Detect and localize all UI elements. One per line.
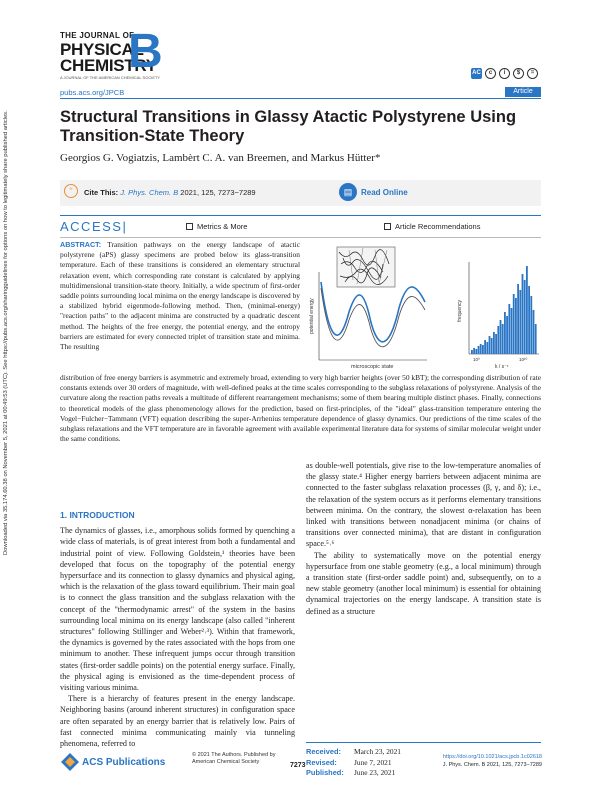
histogram-bar [535, 324, 537, 354]
bar-chart-icon [186, 223, 193, 230]
abstract-heading: ABSTRACT: [60, 240, 102, 249]
histogram-bar [506, 316, 508, 354]
histogram-bar [497, 326, 499, 354]
recommendations-link[interactable] [384, 222, 480, 231]
intro-right-column [306, 460, 541, 617]
histogram-bar [489, 336, 491, 354]
abstract-text-top: Transition pathways on the energy landscape of atactic polystyrene (aPS) glassy specimens are probed below its glass-transition temperature. Each of these transitions is considered an elementary structural relaxation event, which corresponding rate constant is calculated by applying multidimensional transition-state theory. Initially, a wide spectrum of first-order saddle points surrounding local minima on the energy landscape is discovered by a stabilized hybrid eigenmode-following method. Then, (minimal-energy) "reaction paths" to the adjacent minima are constructed by a quadratic descent method. The heights of the free energy, the potential energy, and the entropy barriers are estimated for every connected triplet of transition state and minima. The resulting [60, 240, 300, 352]
journal-line1: THE JOURNAL OF [60, 31, 135, 40]
received-label: Received: [306, 747, 341, 756]
histogram-bar [480, 344, 482, 354]
footer-citation: J. Phys. Chem. B 2021, 125, 7273−7289 [442, 761, 542, 768]
abstract-block-top [60, 240, 300, 352]
histogram-bar [495, 334, 497, 354]
toc-xlabel: microscopic state [351, 364, 394, 370]
histogram-bar [530, 296, 532, 354]
publication-dates [306, 747, 401, 779]
hist-tick-2: 10¹⁰ [519, 357, 528, 362]
metrics-label: Metrics & More [197, 222, 248, 231]
histogram-bar [478, 346, 480, 354]
cc-icon[interactable]: c [485, 68, 496, 79]
doi-link[interactable]: https://doi.org/10.1021/acs.jpcb.1c02618 [442, 754, 542, 760]
histogram-bar [511, 308, 513, 354]
recommendations-label: Article Recommendations [395, 222, 481, 231]
published-date: June 23, 2021 [354, 768, 396, 777]
published-label: Published: [306, 768, 344, 777]
journal-line2a: PHYSICAL [60, 40, 144, 59]
revised-label: Revised: [306, 757, 337, 767]
toc-graphic [305, 242, 541, 370]
page-number: 7273 [290, 762, 306, 769]
hist-xlabel: k / s⁻¹ [495, 364, 509, 370]
histogram-bar [522, 274, 524, 354]
molecular-snapshot [337, 247, 395, 287]
histogram-bar [486, 342, 488, 354]
histogram-bar [484, 340, 486, 354]
cite-details: 2021, 125, 7273−7289 [180, 188, 256, 197]
document-icon [384, 223, 391, 230]
histogram-bar [515, 298, 517, 354]
acs-logo-icon[interactable] [60, 752, 80, 772]
metrics-link[interactable] [186, 222, 247, 231]
download-side-note [2, 110, 38, 555]
cite-label: Cite This: [84, 188, 119, 197]
journal-tagline: A JOURNAL OF THE AMERICAN CHEMICAL SOCIETY [60, 75, 161, 80]
intro-left-column [60, 510, 295, 749]
publisher-name[interactable]: ACS Publications [82, 757, 166, 768]
license-icons [471, 68, 541, 80]
read-online-link[interactable]: Read Online [361, 188, 408, 197]
histogram-bar [519, 290, 521, 354]
author-list[interactable]: Georgios G. Vogiatzis, Lambèrt C. A. van Breemen, and Markus Hütter* [60, 152, 381, 164]
dates-rule [306, 742, 541, 743]
histogram-bar [471, 350, 473, 354]
noncommercial-icon[interactable]: $ [513, 68, 524, 79]
histogram-bar [500, 320, 502, 354]
histogram-bar [508, 304, 510, 354]
attribution-icon[interactable]: i [499, 68, 510, 79]
copyright-notice: © 2021 The Authors. Published by American Chemical Society [192, 752, 276, 765]
revised-date: June 7, 2021 [354, 757, 392, 767]
histogram-bar [513, 294, 515, 354]
hist-ylabel: frequency [457, 300, 463, 322]
noderivatives-icon[interactable]: = [527, 68, 538, 79]
histogram-bar [504, 312, 506, 354]
histogram-bar [475, 349, 477, 354]
cite-this[interactable] [84, 188, 256, 197]
histogram-bar [533, 310, 535, 354]
intro-paragraph-3: as double-well potentials, give rise to the low-temperature anomalies of the glassy state.⁴ Higher energy barriers between adjacent minima are connected to the faster subglass relaxation processes (β, γ, and δ); i.e., the relaxation of the system occurs as it performs elementary transitions between minima. On the contrary, the slowest α-relaxation has been linked with transitions between nonadjacent minima (or chains of transitions over connected minima), that are distant in configuration space.⁵˒⁶ [306, 461, 541, 549]
received-date: March 23, 2021 [354, 747, 402, 756]
histogram-bar [528, 286, 530, 354]
access-row-rule [60, 215, 541, 216]
journal-section-letter: B [128, 25, 163, 78]
article-title: Structural Transitions in Glassy Atactic Polystyrene Using Transition-State Theory [60, 108, 517, 145]
histogram-bar [493, 332, 495, 354]
journal-line2b: CHEMISTRY [60, 56, 157, 75]
cite-journal: J. Phys. Chem. B [120, 188, 179, 197]
intro-paragraph-2: There is a hierarchy of features present in the energy landscape. Neighboring basins (around inherent structures) in configuration space are often separated by an energy barrier that is relatively low. Pairs of fast connected minima communicating mainly via tunneling phenomena, referred to [60, 694, 295, 749]
journal-url-link[interactable]: pubs.acs.org/JPCB [60, 88, 125, 97]
histogram-bar [524, 280, 526, 354]
toc-ylabel: potential energy [309, 298, 315, 334]
download-note-text: Downloaded via 35.174.60.38 on November 5, 2021 at 00:49:53 (UTC). See https://pubs.acs.org/sharingguidelines for options on how to legitimately share published articles. [3, 110, 9, 555]
hist-tick-1: 10⁰ [473, 357, 480, 362]
intro-paragraph-4: The ability to systematically move on the potential energy hypersurface from one stable geometry (e.g., a local minimum) through a transition state (first-order saddle point) and, subsequently, on to a new stable geometry (another local minimum) is essential for obtaining dynamical trajectories on the energy landscape. A transition state is defined as a structure [306, 550, 541, 616]
access-row-bottom-rule [60, 237, 541, 238]
access-label: ACCESS| [60, 219, 128, 234]
quote-icon: “ [64, 184, 78, 198]
acs-authorchoice-icon[interactable]: AC [471, 68, 482, 79]
histogram-bar [502, 324, 504, 354]
doi-block [430, 754, 542, 769]
intro-paragraph-1: The dynamics of glasses, i.e., amorphous solids formed by quenching a wide class of materials, is of great interest from both a fundamental and industrial point of view. Following Goldstein,¹ theories have been developed that focus on the topography of the potential energy hypersurface and its connection to glassy dynamics and physical aging, which is the relaxation of the glass toward equilibrium. Their main goal is to connect the glass transition and the subglass relaxation with the concept of the "thermodynamic arrest" of the system in the basins surrounding local minima on its energy landscape (also called "inherent structures" following Stillinger and Weber²˒³). Within that framework, the dynamics is governed by the rates associated with the hops from one minimum to another. These infrequent jumps occur through transition states (first-order saddle points) on the potential energy surface. Finally, the physical aging is envisioned as the time-dependent process of visiting various minima. [60, 526, 295, 693]
histogram-bar [491, 338, 493, 354]
histogram-bar [482, 345, 484, 354]
histogram-bar [526, 266, 528, 354]
abstract-block-rest: distribution of free energy barriers is asymmetric and extremely broad, extending to very high barrier heights (over 50 kBT); the corresponding distribution of rate constants extends over 30 orders of magnitude, with well-defined peaks at the time scales corresponding to the subglass relaxations of polystyrene. Analysis of the curvature along the reaction paths reveals a multitude of different rearrangement mechanisms; some of them bearing multiple distinct phases. Finally, connections to theoretical models of the glass phenomenology allows for the prediction, based on first-principles, of the "ideal" glass-transition temperature entering the Vogel−Fulcher−Tammann (VFT) equation describing the super-Arrhenius temperature dependence of glassy dynamics. Our predictions of the time scales of the subglass relaxations and the VFT temperature are in favorable agreement with available experimental literature data for systems of similar molecular weight under the same conditions. [60, 373, 541, 444]
article-type-badge: Article [505, 87, 541, 97]
histogram-bar [517, 284, 519, 354]
section-heading-introduction: 1. INTRODUCTION [60, 510, 135, 520]
read-online-icon[interactable]: ▤ [339, 183, 357, 201]
histogram-bar [473, 348, 475, 354]
header-rule [60, 98, 541, 99]
